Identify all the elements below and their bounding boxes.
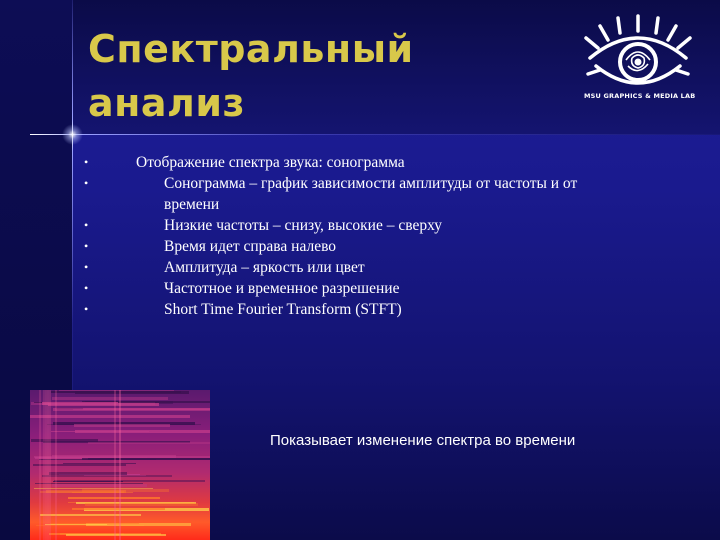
bullet-item bbox=[80, 236, 600, 257]
sonogram-image bbox=[30, 390, 210, 540]
slide-title-line-2: анализ bbox=[88, 81, 246, 125]
bullet-text: Низкие частоты – снизу, высокие – сверху bbox=[164, 217, 442, 234]
bullet-text: Сонограмма – график зависимости амплитуды от частоты и от bbox=[164, 175, 578, 192]
bullet-item bbox=[80, 278, 600, 299]
divider-horizontal bbox=[30, 134, 720, 135]
slide-title-line-1: Спектральный bbox=[88, 27, 414, 71]
bullet-dot: • bbox=[84, 302, 89, 316]
bullet-item bbox=[80, 299, 600, 320]
bullet-item bbox=[80, 215, 600, 236]
sonogram-caption: Показывает изменение спектра во времени bbox=[270, 432, 576, 449]
bullet-item bbox=[80, 257, 600, 278]
slide-title bbox=[88, 22, 508, 130]
sparkle-decoration bbox=[62, 124, 83, 145]
bullet-item bbox=[80, 173, 600, 215]
bullet-dot: • bbox=[84, 260, 89, 274]
bullet-dot: • bbox=[84, 218, 89, 232]
bullet-dot: • bbox=[84, 155, 89, 169]
bullet-text: Short Time Fourier Transform (STFT) bbox=[164, 301, 402, 318]
bullet-text: Отображение спектра звука: сонограмма bbox=[136, 154, 405, 171]
bullet-text: Амплитуда – яркость или цвет bbox=[164, 259, 365, 276]
bullet-text-continued: времени bbox=[164, 196, 220, 213]
bullet-dot: • bbox=[84, 239, 89, 253]
bullet-list bbox=[80, 152, 600, 320]
bullet-dot: • bbox=[84, 281, 89, 295]
bullet-item bbox=[80, 152, 600, 173]
logo-text: MSU GRAPHICS & MEDIA LAB bbox=[584, 92, 696, 100]
bullet-text: Время идет справа налево bbox=[164, 238, 337, 255]
bullet-dot: • bbox=[84, 176, 89, 190]
bullet-text: Частотное и временное разрешение bbox=[164, 280, 400, 297]
